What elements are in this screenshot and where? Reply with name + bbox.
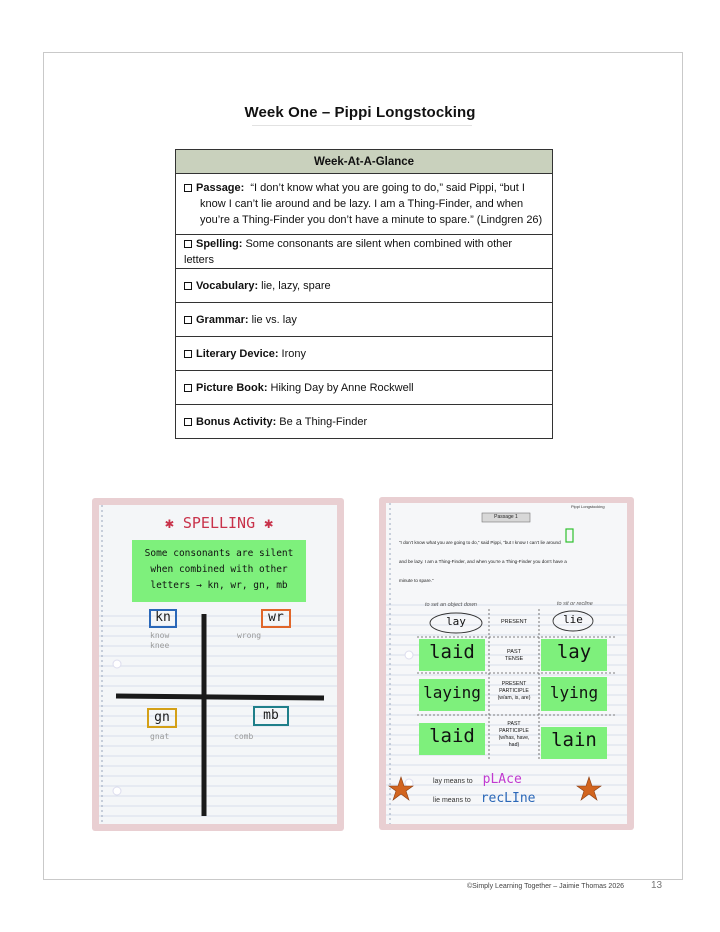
page-number: 13 bbox=[651, 880, 663, 891]
mid-past-participle: PAST PARTICIPLE (w/has, have, had) bbox=[498, 721, 530, 748]
gn-label: gn bbox=[154, 710, 170, 725]
cloud-lay: lay bbox=[446, 615, 466, 628]
table-row-passage: Passage: “I don’t know what you are going to do,” said Pippi, “but I know I can’t lie around and be lazy. I am a Thing-Finder, and when you’re a Thing-Finder you don’t have a minute to spare.” (Lindgren 26) bbox=[176, 174, 553, 235]
word-know: know bbox=[150, 631, 170, 640]
lie-means-line: lie means to recLIne bbox=[433, 791, 536, 806]
spelling-heading: ✱ SPELLING ✱ bbox=[164, 514, 274, 532]
lay-means-line: lay means to pLAce bbox=[433, 772, 522, 787]
table-row-literary-device: Literary Device: Irony bbox=[176, 337, 553, 371]
checkbox-icon bbox=[184, 184, 192, 192]
checkbox-icon bbox=[184, 240, 192, 248]
mid-present-participle: PRESENT PARTICIPLE (w/am, is, are) bbox=[497, 681, 531, 701]
table-row-spelling: Spelling: Some consonants are silent when combined with other letters bbox=[176, 235, 553, 269]
word-gnat: gnat bbox=[150, 732, 170, 741]
cloud-lie: lie bbox=[563, 613, 583, 626]
checkbox-icon bbox=[184, 418, 192, 426]
mid-present: PRESENT bbox=[501, 619, 527, 625]
word-wrong: wrong bbox=[237, 631, 262, 640]
card-laying: laying bbox=[423, 683, 481, 702]
card-laid: laid bbox=[429, 641, 475, 663]
spelling-notebook-photo bbox=[92, 498, 344, 831]
spelling-rule-text: Some consonants are silent when combined with other letters → kn, wr, gn, mb bbox=[144, 548, 294, 591]
word-comb: comb bbox=[234, 732, 254, 741]
mb-label: mb bbox=[263, 708, 279, 723]
card-lying: lying bbox=[549, 683, 599, 702]
checkbox-icon bbox=[184, 384, 192, 392]
grammar-notebook-photo bbox=[379, 497, 634, 830]
week-at-a-glance-table bbox=[175, 149, 553, 439]
card-laid-participle: laid bbox=[429, 725, 475, 747]
checkbox-icon bbox=[184, 316, 192, 324]
mid-past-tense: PAST TENSE bbox=[504, 649, 524, 662]
table-row-bonus-activity: Bonus Activity: Be a Thing-Finder bbox=[176, 405, 553, 439]
note-recline: to sit or recline bbox=[557, 601, 593, 607]
kn-label: kn bbox=[155, 610, 171, 625]
footer-copyright: ©Simply Learning Together – Jaimie Thomas 2026 bbox=[466, 883, 624, 890]
card-lay: lay bbox=[556, 641, 592, 663]
wr-label: wr bbox=[268, 610, 284, 625]
table-row-grammar: Grammar: lie vs. lay bbox=[176, 303, 553, 337]
word-knee: knee bbox=[150, 641, 170, 650]
corner-label: Pippi Longstocking bbox=[571, 504, 605, 509]
passage-tag: Passage 1 bbox=[494, 514, 518, 520]
card-lain: lain bbox=[551, 729, 597, 751]
table-row-vocabulary: Vocabulary: lie, lazy, spare bbox=[176, 269, 553, 303]
page-title: Week One – Pippi Longstocking bbox=[244, 104, 476, 121]
checkbox-icon bbox=[184, 350, 192, 358]
table-row-picture-book: Picture Book: Hiking Day by Anne Rockwell bbox=[176, 371, 553, 405]
note-set-object: to set an object down bbox=[425, 602, 477, 608]
table-header: Week-At-A-Glance bbox=[176, 150, 553, 174]
passage-text: “I don’t know what you are going to do,” said Pippi, “but I know I can’t lie around and be lazy. I am a Thing-Finder, and when you’re a Thing-Finder you don’t have a minute to spare.” bbox=[399, 540, 567, 583]
checkbox-icon bbox=[184, 282, 192, 290]
title-underline bbox=[252, 125, 472, 126]
